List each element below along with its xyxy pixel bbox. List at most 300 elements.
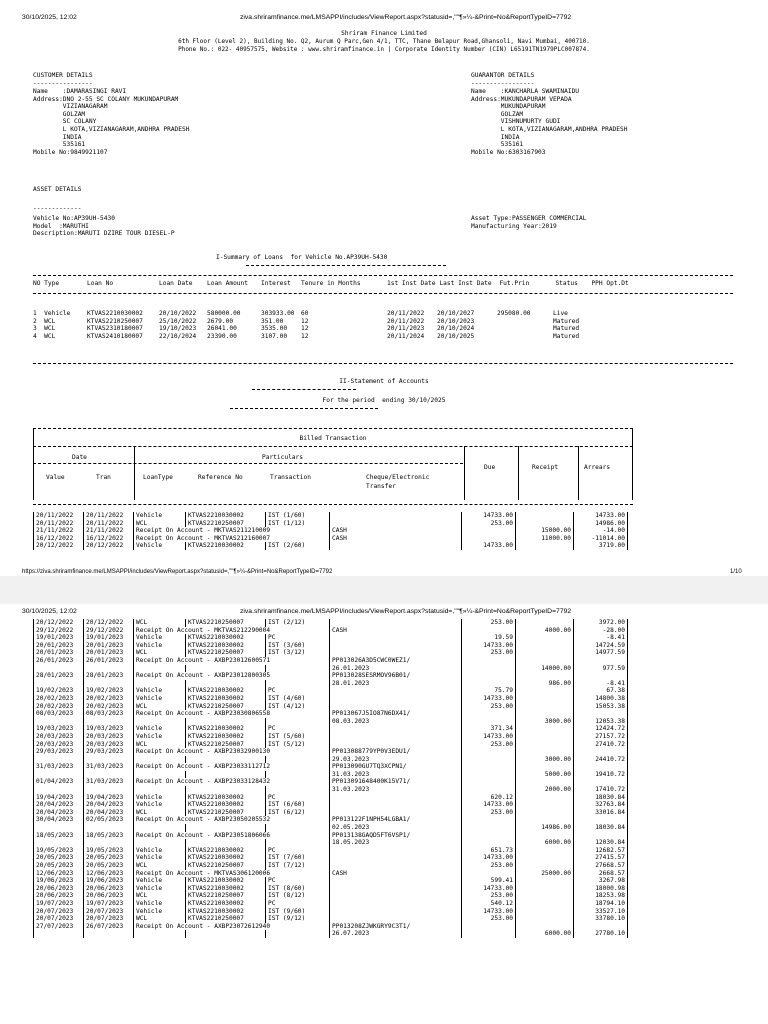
statement-cell: 29/12/2022 — [34, 627, 84, 635]
statement-cell: 20/04/2023 — [84, 809, 134, 817]
statement-cell — [516, 710, 574, 718]
statement-row — [34, 877, 633, 885]
head-receipt: Receipt — [532, 464, 559, 471]
statement-cell: 26/01/2023 — [34, 657, 84, 665]
summary-cell: Matured — [553, 332, 580, 340]
customer-line: VIZIANAGARAM — [33, 103, 108, 111]
statement-cell — [34, 839, 84, 847]
statement-cell: 14733.00 — [574, 512, 628, 520]
statement-cell: Receipt On Account - AXBP23012800305 — [134, 672, 330, 680]
statement-cell: 371.34 — [462, 725, 516, 733]
statement-cell — [574, 763, 628, 771]
row-edge — [628, 520, 633, 528]
statement-cell: Vehicle — [134, 885, 186, 893]
statement-cell: 20/07/2023 — [84, 908, 134, 916]
statement-cell: 253.00 — [462, 915, 516, 923]
statement-cell: 14977.59 — [574, 649, 628, 657]
row-edge — [628, 824, 633, 832]
statement-cell — [134, 680, 186, 688]
statement-cell: 20/02/2023 — [84, 695, 134, 703]
statement-cell — [34, 786, 84, 794]
summary-cell: Matured — [553, 317, 580, 325]
row-edge — [628, 885, 633, 893]
row-edge — [628, 763, 633, 771]
summary-cell: 25/10/2022 — [159, 317, 197, 325]
statement-cell: 986.00 — [516, 680, 574, 688]
row-edge — [628, 930, 633, 938]
statement-cell — [330, 877, 462, 885]
statement-cell: 18/05/2023 — [34, 832, 84, 840]
statement-cell: 14733.00 — [462, 695, 516, 703]
statement-cell — [462, 527, 516, 535]
summary-row — [31, 310, 637, 318]
statement-cell — [462, 756, 516, 764]
header-divider — [518, 446, 519, 500]
company-name: Shriram Finance Limited — [341, 30, 427, 37]
guarantor-heading: GUARANTOR DETAILS — [471, 72, 535, 79]
statement-cell: 3267.98 — [574, 877, 628, 885]
statement-rows-page-1 — [33, 512, 632, 550]
statement-cell: Receipt On Account - MKTVAS211210009 — [134, 527, 330, 535]
statement-cell: 19.59 — [462, 634, 516, 642]
statement-cell — [134, 718, 186, 726]
statement-cell — [186, 839, 266, 847]
statement-cell: WCL — [134, 809, 186, 817]
statement-cell — [84, 718, 134, 726]
statement-cell — [34, 680, 84, 688]
statement-cell — [34, 665, 84, 673]
summary-cell: 2679.00 — [207, 317, 234, 325]
summary-cell — [587, 325, 637, 333]
statement-cell: Vehicle — [134, 687, 186, 695]
statement-row — [34, 665, 633, 673]
statement-cell: IST (8/12) — [266, 892, 330, 900]
summary-cell — [587, 310, 637, 318]
header-divider — [464, 446, 465, 500]
statement-cell: 12030.84 — [574, 839, 628, 847]
statement-cell: 20/05/2023 — [34, 854, 84, 862]
statement-cell: 20/12/2022 — [84, 619, 134, 627]
statement-cell: CASH — [330, 527, 462, 535]
row-edge — [628, 665, 633, 673]
summary-cell: 26041.00 — [207, 325, 237, 333]
statement-cell: IST (5/12) — [266, 741, 330, 749]
statement-cell — [516, 672, 574, 680]
row-edge — [628, 870, 633, 878]
statement-cell — [516, 794, 574, 802]
statement-cell — [574, 832, 628, 840]
statement-cell — [516, 763, 574, 771]
statement-cell — [134, 756, 186, 764]
statement-cell — [574, 748, 628, 756]
statement-cell: IST (8/60) — [266, 885, 330, 893]
statement-row — [34, 748, 633, 756]
row-edge — [628, 854, 633, 862]
statement-cell — [186, 786, 266, 794]
statement-cell: IST (7/12) — [266, 862, 330, 870]
statement-cell: -8.41 — [574, 680, 628, 688]
statement-cell — [462, 786, 516, 794]
statement-cell: Receipt On Account - MKTVAS212160007 — [134, 535, 330, 543]
summary-header-row — [31, 280, 639, 288]
statement-cell: 19/05/2023 — [84, 847, 134, 855]
statement-cell: 4000.00 — [516, 627, 574, 635]
statement-cell: 27668.57 — [574, 862, 628, 870]
statement-cell: KTVAS2210030002 — [186, 847, 266, 855]
statement-cell: 599.41 — [462, 877, 516, 885]
summary-cell: 20/11/2023 — [387, 325, 425, 333]
statement-cell: 5000.00 — [516, 771, 574, 779]
statement-row — [34, 718, 633, 726]
asset-line: Asset Type:PASSENGER COMMERCIAL — [471, 215, 587, 222]
statement-table — [33, 619, 632, 938]
head-loantype: LoanType — [143, 474, 173, 481]
statement-cell: PP013122F1NPH54LGBA1/ — [330, 816, 462, 824]
head-cheque: Cheque/Electronic — [366, 474, 430, 481]
row-edge — [628, 771, 633, 779]
statement-cell: IST (1/60) — [266, 512, 330, 520]
guarantor-line: 535161 — [471, 141, 524, 149]
statement-cell: 12/06/2023 — [84, 870, 134, 878]
statement-cell — [462, 839, 516, 847]
statement-cell: 6000.00 — [516, 839, 574, 847]
statement-cell: IST (7/60) — [266, 854, 330, 862]
statement-cell — [330, 703, 462, 711]
head-transfer: Transfer — [366, 483, 396, 490]
summary-cell: Live — [553, 310, 568, 317]
statement-cell — [330, 634, 462, 642]
statement-cell: 20/12/2022 — [34, 619, 84, 627]
statement-cell: PC — [266, 687, 330, 695]
statement-cell — [266, 839, 330, 847]
col-header: NO Type — [33, 280, 60, 287]
statement-cell — [462, 680, 516, 688]
statement-cell: 19/06/2023 — [34, 877, 84, 885]
summary-cell: KTVAS2310180007 — [87, 325, 143, 333]
statement-cell — [186, 824, 266, 832]
row-edge — [628, 680, 633, 688]
statement-cell: 19/05/2023 — [34, 847, 84, 855]
statement-cell: IST (9/12) — [266, 915, 330, 923]
customer-line: INDIA — [33, 133, 82, 141]
statement-cell — [330, 642, 462, 650]
header-divider — [134, 446, 135, 500]
summary-cell: 20/10/2027 — [437, 310, 475, 317]
statement-cell — [266, 786, 330, 794]
statement-row — [34, 634, 633, 642]
statement-row — [34, 794, 633, 802]
statement-row — [34, 786, 633, 794]
summary-rule-bottom — [33, 363, 733, 364]
statement-cell: Receipt On Account - AXBP23012600571 — [134, 657, 330, 665]
statement-cell — [462, 832, 516, 840]
summary-cell: 19/10/2023 — [159, 325, 197, 333]
statement-cell: 19/02/2023 — [34, 687, 84, 695]
statement-cell — [574, 657, 628, 665]
statement-cell: 14800.38 — [574, 695, 628, 703]
statement-row — [34, 642, 633, 650]
statement-cell — [516, 725, 574, 733]
statement-cell: 12424.72 — [574, 725, 628, 733]
guarantor-line: GOLZAM — [471, 110, 524, 118]
statement-cell — [574, 710, 628, 718]
statement-cell — [574, 672, 628, 680]
statement-cell: 27/07/2023 — [34, 923, 84, 931]
statement-cell: 20/07/2023 — [84, 915, 134, 923]
customer-heading: CUSTOMER DETAILS — [33, 72, 93, 79]
statement-row — [34, 885, 633, 893]
statement-cell: 33780.10 — [574, 915, 628, 923]
row-edge — [628, 619, 633, 627]
statement-cell — [186, 771, 266, 779]
statement-cell — [516, 778, 574, 786]
row-edge — [628, 892, 633, 900]
statement-cell: Vehicle — [134, 854, 186, 862]
col-header: Fut.Prin — [499, 280, 530, 287]
statement-cell — [516, 854, 574, 862]
summary-rule-top — [33, 275, 733, 276]
statement-cell: 18030.84 — [574, 824, 628, 832]
guarantor-line: Address:MUKUNDAPURAM VEPADA — [471, 95, 572, 103]
statement-title: II-Statement of Accounts — [339, 378, 429, 385]
statement-cell: 20/05/2023 — [84, 854, 134, 862]
statement-cell: 20/03/2023 — [34, 741, 84, 749]
summary-cell — [587, 318, 637, 326]
statement-cell — [330, 915, 462, 923]
customer-line: GOLZAM — [33, 110, 86, 118]
statement-cell — [330, 801, 462, 809]
statement-cell — [516, 847, 574, 855]
statement-cell: 253.00 — [462, 649, 516, 657]
print-timestamp: 30/10/2025, 12:02 — [22, 608, 77, 615]
statement-cell: 18000.98 — [574, 885, 628, 893]
guarantor-line: INDIA — [471, 133, 520, 141]
statement-cell: Vehicle — [134, 877, 186, 885]
statement-cell: 19/01/2023 — [34, 634, 84, 642]
statement-cell: KTVAS2210250007 — [186, 649, 266, 657]
statement-row — [34, 862, 633, 870]
head-arrears: Arrears — [584, 464, 611, 471]
statement-cell — [462, 778, 516, 786]
col-header: Tenure in Months — [301, 280, 361, 287]
statement-cell: 28/01/2023 — [34, 672, 84, 680]
statement-cell: 651.73 — [462, 847, 516, 855]
statement-cell: 19/04/2023 — [84, 794, 134, 802]
head-due: Due — [484, 464, 496, 471]
statement-cell — [186, 680, 266, 688]
statement-cell: 25000.00 — [516, 870, 574, 878]
statement-cell — [84, 930, 134, 938]
statement-cell: IST (5/60) — [266, 733, 330, 741]
asset-details-right — [471, 215, 586, 230]
statement-cell: 20/02/2023 — [84, 703, 134, 711]
statement-cell: 20/11/2022 — [84, 520, 134, 528]
statement-cell — [462, 535, 516, 543]
statement-cell: 32763.84 — [574, 801, 628, 809]
statement-cell: Receipt On Account - MKTVAS306120006 — [134, 870, 330, 878]
statement-cell — [134, 665, 186, 673]
statement-cell: WCL — [134, 619, 186, 627]
statement-cell — [574, 778, 628, 786]
statement-cell: 19/07/2023 — [84, 900, 134, 908]
statement-cell: Receipt On Account - AXBP23030806558 — [134, 710, 330, 718]
statement-cell: PC — [266, 725, 330, 733]
statement-cell: KTVAS2210250007 — [186, 520, 266, 528]
statement-cell: 24410.72 — [574, 756, 628, 764]
statement-cell — [516, 512, 574, 520]
row-edge — [628, 900, 633, 908]
statement-cell — [462, 672, 516, 680]
col-header: Last Inst Date — [439, 280, 492, 287]
statement-cell: 31/03/2023 — [84, 778, 134, 786]
guarantor-underline: ----------------- — [471, 80, 535, 87]
statement-cell — [516, 634, 574, 642]
summary-title: I-Summary of Loans for Vehicle No.AP39UH-5430 — [216, 254, 388, 261]
statement-table — [33, 512, 632, 550]
row-edge — [628, 756, 633, 764]
statement-cell: KTVAS2210030002 — [186, 634, 266, 642]
statement-cell: PC — [266, 900, 330, 908]
statement-cell: -28.00 — [574, 627, 628, 635]
summary-cell: 12 — [301, 332, 309, 340]
statement-cell: Vehicle — [134, 908, 186, 916]
statement-cell: 33016.84 — [574, 809, 628, 817]
statement-cell — [330, 892, 462, 900]
billed-transaction-title: Billed Transaction — [299, 435, 367, 442]
statement-cell: 253.00 — [462, 703, 516, 711]
summary-cell: KTVAS2210030002 — [87, 310, 143, 317]
summary-cell: 20/10/2025 — [437, 332, 475, 340]
statement-cell: 08.03.2023 — [330, 718, 462, 726]
statement-cell — [462, 923, 516, 931]
summary-cell: 60 — [301, 310, 309, 317]
row-edge — [628, 908, 633, 916]
statement-cell: KTVAS2210030002 — [186, 900, 266, 908]
statement-cell: 67.38 — [574, 687, 628, 695]
statement-cell: 12/06/2023 — [34, 870, 84, 878]
print-url: ziva.shriramfinance.me/LMSAPPI/includes/ViewReport.aspx?statusid=,""¶»¼-&Print=No&ReportTypeID=7792 — [240, 608, 572, 615]
statement-cell: 16/12/2022 — [34, 535, 84, 543]
statement-cell: KTVAS2210250007 — [186, 892, 266, 900]
summary-cell: 20/10/2024 — [437, 325, 475, 333]
statement-cell: 14733.00 — [462, 542, 516, 550]
statement-cell: 31.03.2023 — [330, 771, 462, 779]
statement-row — [34, 695, 633, 703]
statement-cell — [330, 847, 462, 855]
statement-cell: 20/11/2022 — [34, 520, 84, 528]
summary-cell: Matured — [553, 325, 580, 333]
row-edge — [628, 816, 633, 824]
statement-cell — [516, 900, 574, 908]
statement-cell: 20/04/2023 — [84, 801, 134, 809]
statement-cell: 02.05.2023 — [330, 824, 462, 832]
summary-row — [31, 325, 637, 333]
summary-rows — [31, 310, 637, 340]
customer-line: SC COLANY — [33, 118, 97, 126]
statement-row — [34, 627, 633, 635]
statement-cell — [266, 718, 330, 726]
statement-row — [34, 771, 633, 779]
customer-line: Mobile No:9849921107 — [33, 148, 108, 156]
row-edge — [628, 512, 633, 520]
statement-cell: 19/04/2023 — [34, 794, 84, 802]
customer-line: 535161 — [33, 141, 86, 149]
header-divider — [578, 446, 579, 500]
statement-cell: IST (6/60) — [266, 801, 330, 809]
statement-cell: 21/11/2022 — [34, 527, 84, 535]
statement-cell: PC — [266, 847, 330, 855]
statement-cell — [134, 930, 186, 938]
guarantor-line: Name :KANCHARLA SWAMINAIDU — [471, 88, 580, 95]
statement-row — [34, 527, 633, 535]
asset-heading: ASSET DETAILS — [33, 186, 82, 193]
row-edge — [628, 649, 633, 657]
statement-cell: 20/06/2023 — [84, 885, 134, 893]
summary-cell: 3535.00 — [261, 325, 288, 333]
statement-cell: Vehicle — [134, 695, 186, 703]
statement-cell — [516, 923, 574, 931]
statement-cell: 29/03/2023 — [84, 748, 134, 756]
statement-cell: KTVAS2210030002 — [186, 801, 266, 809]
statement-cell — [462, 824, 516, 832]
statement-cell — [516, 695, 574, 703]
statement-cell: 620.12 — [462, 794, 516, 802]
statement-cell: IST (1/12) — [266, 520, 330, 528]
statement-cell: Receipt On Account - MKTVAS212290004 — [134, 627, 330, 635]
statement-cell: PP013067J5IO87N6DX41/ — [330, 710, 462, 718]
statement-cell: 27410.72 — [574, 741, 628, 749]
col-header: Loan Date — [159, 280, 193, 287]
summary-rule-mid — [33, 293, 733, 294]
statement-cell: PP013090GU7TQ3XCPN1/ — [330, 763, 462, 771]
statement-cell: Vehicle — [134, 642, 186, 650]
summary-title-underline — [246, 265, 446, 266]
statement-row — [34, 741, 633, 749]
statement-cell — [266, 824, 330, 832]
statement-cell — [516, 703, 574, 711]
customer-details — [33, 88, 189, 156]
statement-cell: 20/04/2023 — [34, 801, 84, 809]
asset-line: Model :MARUTHI — [33, 222, 89, 230]
statement-cell — [84, 824, 134, 832]
statement-cell: 19/02/2023 — [84, 687, 134, 695]
summary-cell: 1 Vehicle — [33, 310, 71, 317]
statement-cell: 20/01/2023 — [34, 642, 84, 650]
statement-row — [34, 756, 633, 764]
statement-cell: 28.01.2023 — [330, 680, 462, 688]
col-header: 1st Inst Date — [387, 280, 436, 287]
statement-cell — [330, 900, 462, 908]
statement-cell: CASH — [330, 870, 462, 878]
guarantor-details — [471, 88, 627, 156]
row-edge — [628, 642, 633, 650]
summary-cell: 20/11/2024 — [387, 332, 425, 340]
summary-cell: 3107.00 — [261, 332, 288, 340]
statement-cell: 20/03/2023 — [84, 741, 134, 749]
statement-cell: 14000.00 — [516, 665, 574, 673]
statement-cell: 19/03/2023 — [34, 725, 84, 733]
summary-cell: KTVAS2410180007 — [87, 332, 143, 340]
statement-cell — [84, 786, 134, 794]
statement-cell — [330, 809, 462, 817]
statement-cell: KTVAS2210250007 — [186, 862, 266, 870]
row-edge — [628, 703, 633, 711]
statement-cell: 14733.00 — [462, 642, 516, 650]
statement-cell — [266, 771, 330, 779]
statement-cell: 20/04/2023 — [34, 809, 84, 817]
row-edge — [628, 535, 633, 543]
statement-cell: PP013208ZJWKGRY9C3T1/ — [330, 923, 462, 931]
